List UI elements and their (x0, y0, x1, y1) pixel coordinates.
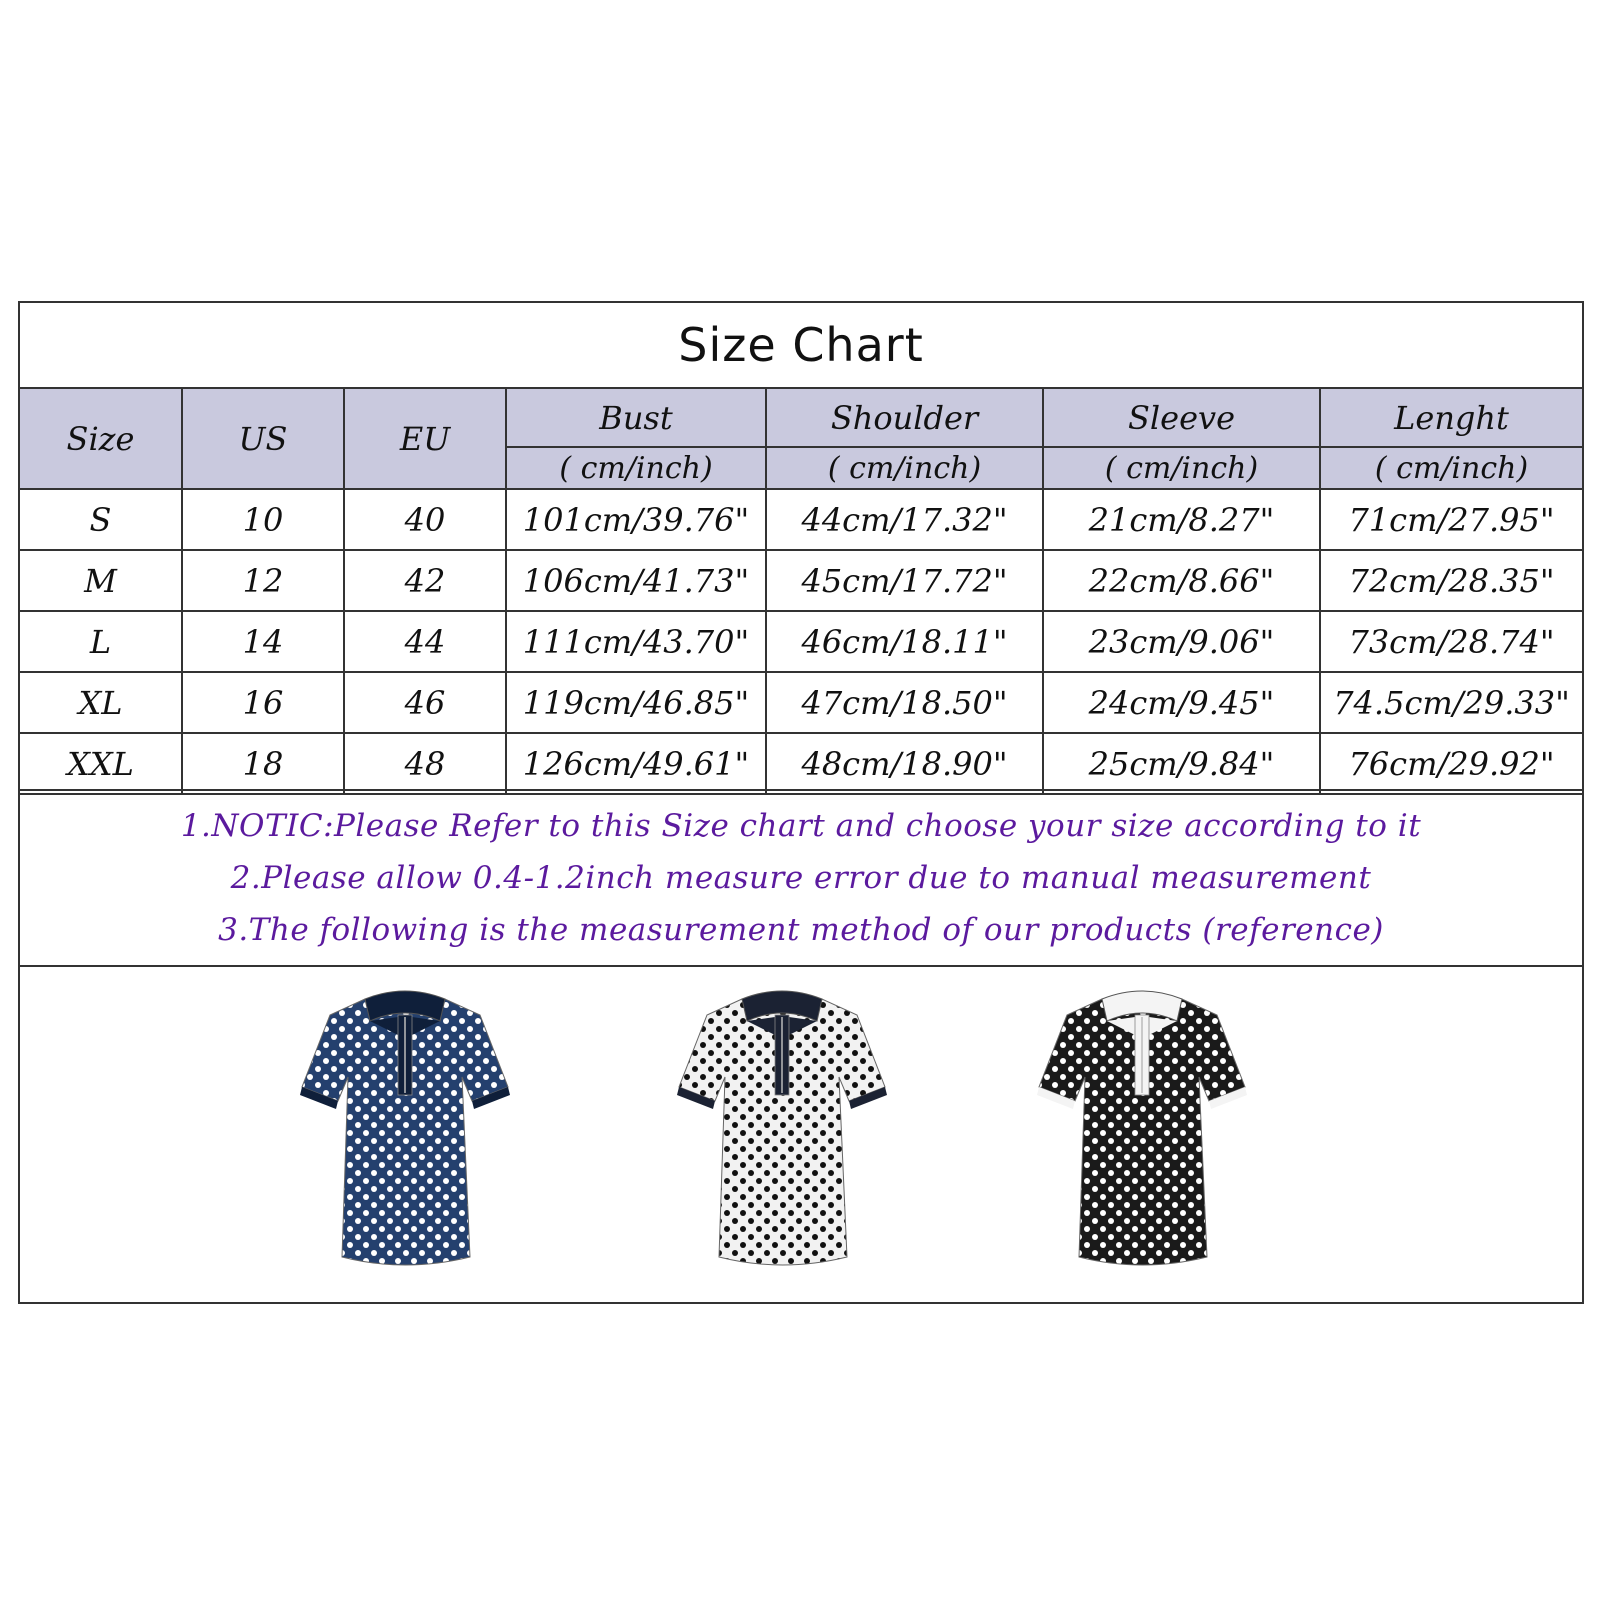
cell-length: 72cm/28.35" (1320, 550, 1582, 611)
cell-shoulder: 48cm/18.90" (766, 733, 1043, 794)
cell-length: 74.5cm/29.33" (1320, 672, 1582, 733)
header-sleeve-unit: ( cm/inch) (1043, 447, 1320, 489)
size-table (20, 389, 1582, 795)
header-length: Lenght (1320, 389, 1582, 447)
cell-us: 16 (182, 672, 344, 733)
cell-size: L (20, 611, 182, 672)
cell-us: 10 (182, 489, 344, 550)
table-row (20, 672, 1582, 733)
cell-eu: 46 (344, 672, 506, 733)
cell-bust: 106cm/41.73" (506, 550, 766, 611)
header-eu: EU (344, 389, 506, 489)
cell-bust: 119cm/46.85" (506, 672, 766, 733)
cell-bust: 101cm/39.76" (506, 489, 766, 550)
header-us: US (182, 389, 344, 489)
note-3: 3.The following is the measurement method of our products (reference) (218, 912, 1384, 948)
header-shoulder: Shoulder (766, 389, 1043, 447)
cell-shoulder: 46cm/18.11" (766, 611, 1043, 672)
navy-polo-icon (290, 977, 520, 1277)
cell-eu: 40 (344, 489, 506, 550)
table-row (20, 550, 1582, 611)
table-row (20, 611, 1582, 672)
cell-size: XXL (20, 733, 182, 794)
cell-eu: 44 (344, 611, 506, 672)
header-shoulder-unit: ( cm/inch) (766, 447, 1043, 489)
cell-us: 14 (182, 611, 344, 672)
cell-shoulder: 44cm/17.32" (766, 489, 1043, 550)
product-images (20, 967, 1582, 1304)
cell-size: XL (20, 672, 182, 733)
cell-sleeve: 25cm/9.84" (1043, 733, 1320, 794)
header-bust-unit: ( cm/inch) (506, 447, 766, 489)
cell-sleeve: 22cm/8.66" (1043, 550, 1320, 611)
size-chart-frame (18, 301, 1584, 1304)
table-row (20, 489, 1582, 550)
page-title: Size Chart (20, 303, 1582, 389)
cell-shoulder: 45cm/17.72" (766, 550, 1043, 611)
cell-bust: 111cm/43.70" (506, 611, 766, 672)
cell-sleeve: 21cm/8.27" (1043, 489, 1320, 550)
header-bust: Bust (506, 389, 766, 447)
header-sleeve: Sleeve (1043, 389, 1320, 447)
notes-section (20, 789, 1582, 967)
cell-shoulder: 47cm/18.50" (766, 672, 1043, 733)
white-polo-icon (667, 977, 897, 1277)
cell-length: 71cm/27.95" (1320, 489, 1582, 550)
cell-sleeve: 24cm/9.45" (1043, 672, 1320, 733)
cell-size: M (20, 550, 182, 611)
header-size: Size (20, 389, 182, 489)
cell-size: S (20, 489, 182, 550)
black-polo-icon (1027, 977, 1257, 1277)
header-length-unit: ( cm/inch) (1320, 447, 1582, 489)
cell-sleeve: 23cm/9.06" (1043, 611, 1320, 672)
cell-length: 76cm/29.92" (1320, 733, 1582, 794)
cell-us: 18 (182, 733, 344, 794)
cell-eu: 48 (344, 733, 506, 794)
cell-length: 73cm/28.74" (1320, 611, 1582, 672)
cell-eu: 42 (344, 550, 506, 611)
cell-us: 12 (182, 550, 344, 611)
table-row (20, 733, 1582, 794)
cell-bust: 126cm/49.61" (506, 733, 766, 794)
note-2: 2.Please allow 0.4-1.2inch measure error due to manual measurement (230, 860, 1372, 896)
note-1: 1.NOTIC:Please Refer to this Size chart and choose your size according to it (180, 808, 1422, 844)
